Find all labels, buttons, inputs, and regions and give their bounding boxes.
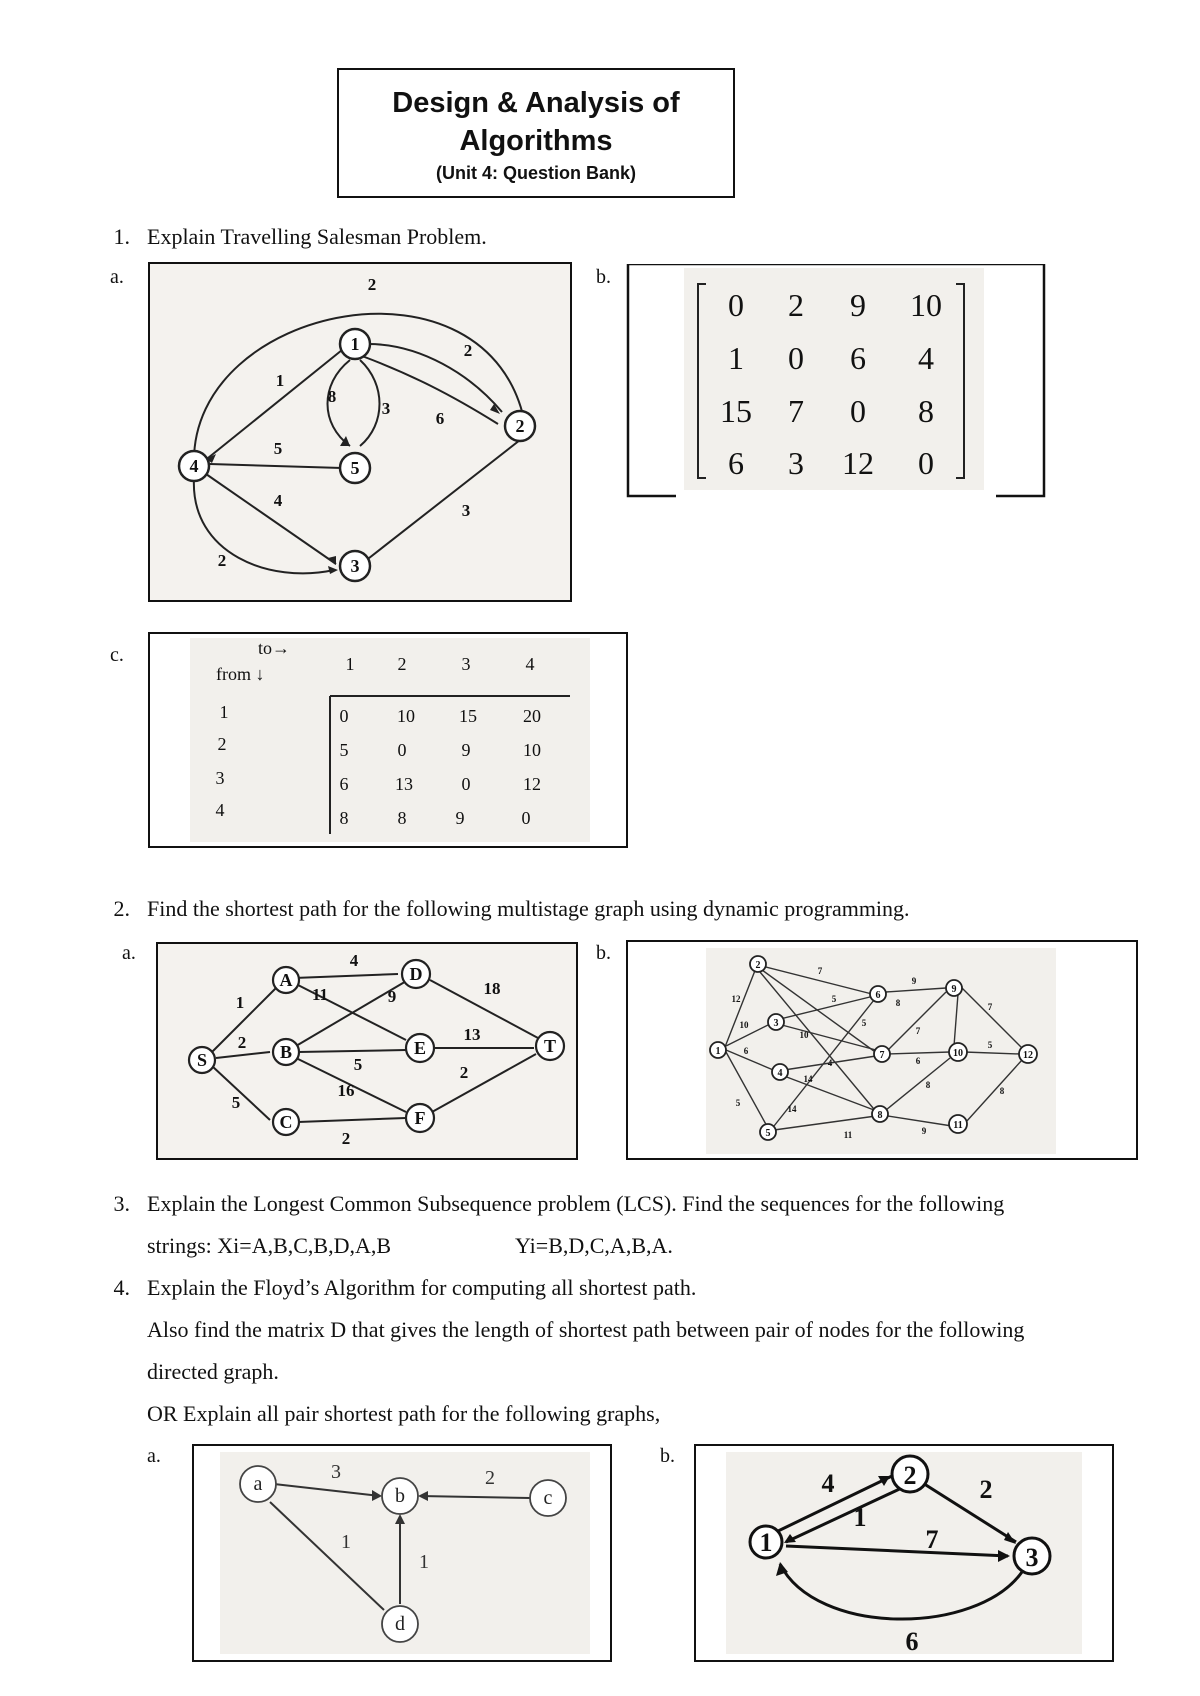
multistage-graph-2-svg (628, 942, 1136, 1158)
edge-weight: 6 (743, 1046, 749, 1056)
node-label: 1 (350, 334, 360, 354)
question-3-strings-x: strings: Xi=A,B,C,B,D,A,B (147, 1233, 392, 1258)
table-cell: 8 (397, 808, 407, 828)
node-label: 11 (953, 1120, 963, 1131)
label-4a: a. (147, 1445, 161, 1467)
matrix-cell: 0 (850, 393, 866, 429)
node-label: F (414, 1108, 426, 1128)
question-number: 4. (113, 1275, 130, 1300)
row-label: 3 (215, 768, 225, 788)
question-text: Find the shortest path for the following multistage graph using dynamic programming. (147, 896, 910, 921)
edge-weight: 1 (275, 371, 285, 390)
edge-weight: 7 (925, 1525, 939, 1554)
node-label: 2 (755, 960, 761, 971)
edge-weight: 5 (831, 994, 837, 1004)
edge-weight: 9 (911, 976, 917, 986)
matrix-cell: 15 (720, 393, 752, 429)
edge-weight: 16 (337, 1081, 355, 1100)
question-4-line2: Also find the matrix D that gives the length of shortest path between pair of nodes for the following (147, 1317, 1025, 1342)
figure-2b-multistage-graph (626, 940, 1138, 1160)
multistage-graph-svg (158, 944, 576, 1158)
node-label: T (543, 1036, 557, 1056)
matrix-cell: 4 (918, 340, 934, 376)
edge-weight: 6 (905, 1627, 919, 1656)
table-cell: 13 (395, 774, 413, 794)
matrix-cell: 2 (788, 287, 804, 323)
node-label: 4 (189, 456, 199, 476)
node-label: S (196, 1050, 208, 1070)
node-label: 8 (877, 1110, 883, 1121)
title-box (337, 68, 735, 198)
figure-1c-cost-table (148, 632, 628, 848)
question-4-line4: OR Explain all pair shortest path for the following graphs, (147, 1401, 661, 1426)
edge-weight: 14 (803, 1074, 813, 1084)
figure-4a-directed-graph (192, 1444, 612, 1662)
edge-weight: 2 (485, 1467, 495, 1489)
node-label: 6 (875, 990, 881, 1001)
directed-graph-a-svg (194, 1446, 610, 1660)
column-header: 2 (397, 654, 407, 674)
node-label: B (279, 1042, 293, 1062)
tsp-graph-svg (150, 264, 570, 600)
question-4-line3: directed graph. (147, 1359, 279, 1384)
node-label: 2 (903, 1461, 917, 1490)
node-label: C (279, 1112, 293, 1132)
question-text: Explain the Longest Common Subsequence problem (LCS). Find the sequences for the following (147, 1191, 1005, 1216)
table-cell: 12 (523, 774, 541, 794)
matrix-svg (626, 264, 1046, 498)
edge-weight: 1 (341, 1531, 351, 1553)
edge-weight: 5 (273, 439, 283, 458)
node-label: 3 (350, 556, 360, 576)
edge-weight: 9 (387, 987, 397, 1006)
edge-weight: 1 (853, 1503, 867, 1532)
node-label: 7 (879, 1050, 885, 1061)
question-text: Explain the Floyd’s Algorithm for computing all shortest path. (147, 1275, 697, 1300)
edge-weight: 13 (463, 1025, 481, 1044)
table-cell: 0 (339, 706, 349, 726)
edge-weight: 6 (915, 1056, 921, 1066)
node-label: 4 (777, 1068, 783, 1079)
edge-weight: 2 (217, 551, 227, 570)
cost-table-svg (150, 634, 626, 846)
question-number: 2. (113, 896, 130, 921)
node-label: 3 (1025, 1543, 1039, 1572)
edge-weight: 2 (463, 341, 473, 360)
title-line1: Design & Analysis of (392, 87, 680, 119)
matrix-cell: 10 (910, 287, 942, 323)
column-header: 3 (461, 654, 471, 674)
question-number: 1. (113, 224, 130, 249)
edge-weight: 2 (341, 1129, 351, 1148)
figure-2a-multistage-graph (156, 942, 578, 1160)
matrix-cell: 8 (918, 393, 934, 429)
edge-weight: 5 (987, 1040, 993, 1050)
edge-weight: 4 (273, 491, 283, 510)
title-subtitle: (Unit 4: Question Bank) (435, 163, 636, 183)
label-1c: c. (110, 644, 124, 666)
edge-weight: 4 (821, 1469, 835, 1498)
question-3-strings-y: Yi=B,D,C,A,B,A. (515, 1233, 673, 1258)
edge-weight: 5 (861, 1018, 867, 1028)
figure-1b-cost-matrix (626, 264, 1046, 498)
edge-weight: 7 (817, 966, 823, 976)
edge-weight: 2 (367, 275, 377, 294)
table-cell: 15 (459, 706, 477, 726)
table-cell: 6 (339, 774, 349, 794)
matrix-cell: 1 (728, 340, 744, 376)
edge-weight: 8 (925, 1080, 931, 1090)
edge-weight: 7 (987, 1002, 993, 1012)
edge-weight: 14 (787, 1104, 797, 1114)
edge-weight: 10 (799, 1030, 809, 1040)
figure-4b-directed-graph (694, 1444, 1114, 1662)
edge-weight: 4 (349, 951, 359, 970)
matrix-cell: 3 (788, 445, 804, 481)
edge-weight: 6 (435, 409, 445, 428)
edge-weight: 7 (915, 1026, 921, 1036)
label-4b: b. (660, 1445, 675, 1467)
table-cell: 20 (523, 706, 541, 726)
table-cell: 5 (339, 740, 349, 760)
node-label: 12 (1023, 1050, 1033, 1061)
edge-weight: 10 (739, 1020, 749, 1030)
question-number: 3. (113, 1191, 130, 1216)
edge-weight: 12 (731, 994, 741, 1004)
from-label: from ↓ (216, 664, 265, 684)
edge-weight: 4 (827, 1058, 833, 1068)
matrix-cell: 0 (728, 287, 744, 323)
matrix-cell: 6 (728, 445, 744, 481)
edge-weight: 5 (353, 1055, 363, 1074)
matrix-cell: 7 (788, 393, 804, 429)
label-1a: a. (110, 266, 124, 288)
label-2b: b. (596, 942, 611, 964)
row-label: 1 (219, 702, 229, 722)
figure-1a-tsp-graph (148, 262, 572, 602)
edge-weight: 2 (459, 1063, 469, 1082)
title-line2: Algorithms (459, 125, 613, 157)
column-header: 1 (345, 654, 355, 674)
edge-weight: 5 (735, 1098, 741, 1108)
table-cell: 10 (523, 740, 541, 760)
column-header: 4 (525, 654, 535, 674)
table-cell: 10 (397, 706, 415, 726)
node-label: 1 (715, 1046, 721, 1057)
edge-weight: 3 (331, 1461, 341, 1483)
edge-weight: 8 (999, 1086, 1005, 1096)
edge-weight: 11 (311, 985, 329, 1004)
label-1b: b. (596, 266, 611, 288)
matrix-cell: 12 (842, 445, 874, 481)
node-label: c (543, 1487, 553, 1509)
question-text: Explain Travelling Salesman Problem. (147, 224, 487, 249)
edge-weight: 2 (237, 1033, 247, 1052)
edge-weight: 8 (895, 998, 901, 1008)
node-label: 10 (953, 1048, 963, 1059)
table-cell: 0 (521, 808, 531, 828)
edge-weight: 2 (979, 1475, 993, 1504)
node-label: 5 (350, 458, 360, 478)
edge-weight: 8 (327, 387, 337, 406)
edge-weight: 3 (381, 399, 391, 418)
matrix-cell: 0 (788, 340, 804, 376)
node-label: 9 (951, 984, 957, 995)
node-label: a (253, 1473, 263, 1495)
table-cell: 0 (461, 774, 471, 794)
node-label: 5 (765, 1128, 771, 1139)
matrix-cell: 9 (850, 287, 866, 323)
table-cell: 9 (455, 808, 465, 828)
edge-weight: 1 (419, 1551, 429, 1573)
node-label: 1 (759, 1528, 773, 1557)
row-label: 2 (217, 734, 227, 754)
matrix-cell: 0 (918, 445, 934, 481)
table-cell: 8 (339, 808, 349, 828)
edge-weight: 1 (235, 993, 245, 1012)
table-cell: 0 (397, 740, 407, 760)
node-label: A (279, 970, 293, 990)
table-cell: 9 (461, 740, 471, 760)
node-label: d (395, 1613, 405, 1635)
node-label: E (413, 1038, 427, 1058)
node-label: b (395, 1485, 405, 1507)
directed-graph-b-svg (696, 1446, 1112, 1660)
node-label: 2 (515, 416, 525, 436)
edge-weight: 9 (921, 1126, 927, 1136)
edge-weight: 3 (461, 501, 471, 520)
edge-weight: 18 (483, 979, 501, 998)
label-2a: a. (122, 942, 136, 964)
matrix-cell: 6 (850, 340, 866, 376)
node-label: 3 (773, 1018, 779, 1029)
edge-weight: 11 (843, 1130, 853, 1140)
node-label: D (409, 964, 423, 984)
row-label: 4 (215, 800, 225, 820)
to-label: to→ (258, 638, 291, 658)
edge-weight: 5 (231, 1093, 241, 1112)
